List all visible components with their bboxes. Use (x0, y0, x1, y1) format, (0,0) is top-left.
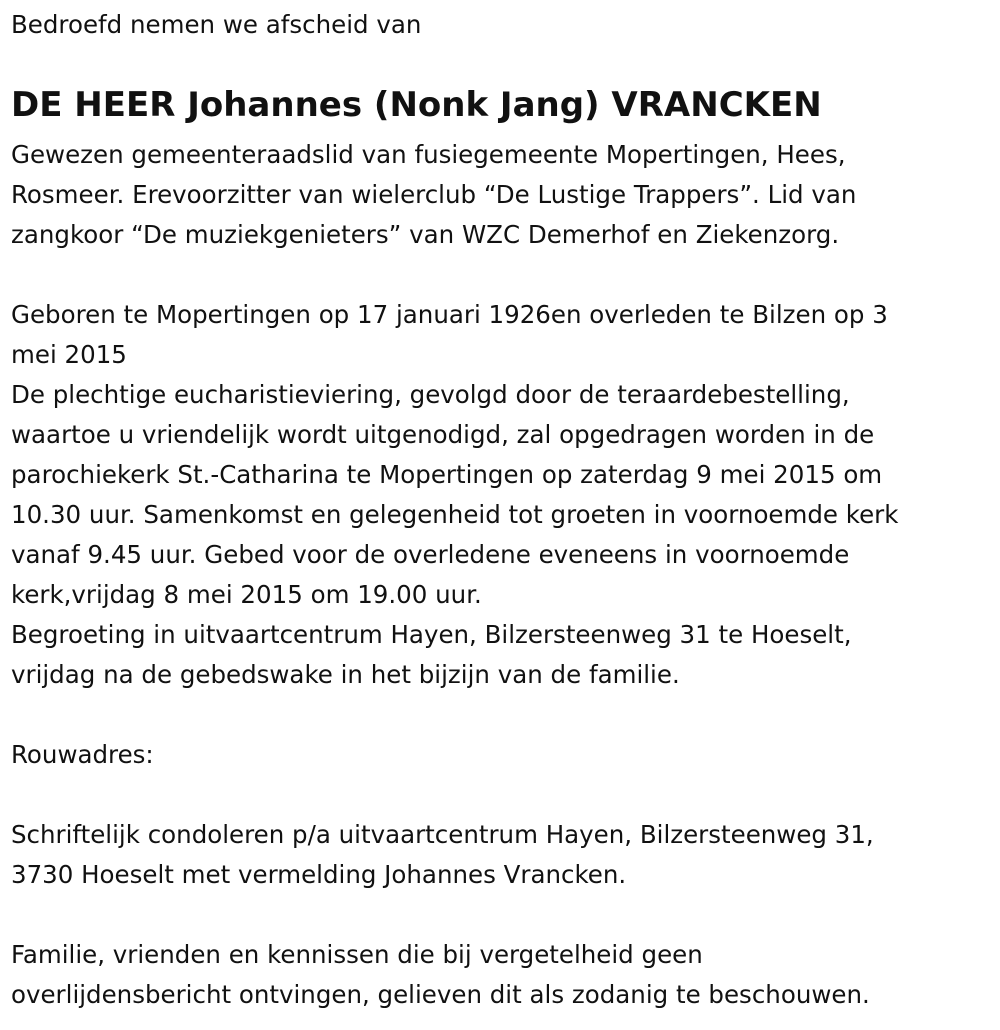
paragraph-spacer (11, 775, 996, 815)
text-line: kerk,vrijdag 8 mei 2015 om 19.00 uur. (11, 580, 482, 609)
obituary-body (11, 135, 996, 1015)
text-line: 10.30 uur. Samenkomst en gelegenheid tot groeten in voornoemde kerk (11, 500, 899, 529)
paragraph (11, 295, 996, 695)
text-line: De plechtige eucharistieviering, gevolgd door de teraardebestelling, (11, 380, 850, 409)
paragraph (11, 735, 996, 775)
text-line: zangkoor “De muziekgenieters” van WZC Demerhof en Ziekenzorg. (11, 220, 840, 249)
text-line: Schriftelijk condoleren p/a uitvaartcentrum Hayen, Bilzersteenweg 31, (11, 820, 874, 849)
text-line: Rosmeer. Erevoorzitter van wielerclub “De Lustige Trappers”. Lid van (11, 180, 857, 209)
text-line: mei 2015 (11, 340, 127, 369)
text-line: Geboren te Mopertingen op 17 januari 1926en overleden te Bilzen op 3 (11, 300, 888, 329)
text-line: parochiekerk St.-Catharina te Mopertingen op zaterdag 9 mei 2015 om (11, 460, 883, 489)
text-line: Rouwadres: (11, 740, 154, 769)
text-line: waartoe u vriendelijk wordt uitgenodigd, zal opgedragen worden in de (11, 420, 875, 449)
paragraph (11, 135, 996, 255)
obituary-document (11, 5, 996, 1015)
text-line: Familie, vrienden en kennissen die bij vergetelheid geen (11, 940, 703, 969)
paragraph-spacer (11, 255, 996, 295)
text-line: Begroeting in uitvaartcentrum Hayen, Bilzersteenweg 31 te Hoeselt, (11, 620, 852, 649)
text-line: vrijdag na de gebedswake in het bijzijn van de familie. (11, 660, 680, 689)
text-line: overlijdensbericht ontvingen, gelieven dit als zodanig te beschouwen. (11, 980, 870, 1009)
text-line: 3730 Hoeselt met vermelding Johannes Vrancken. (11, 860, 627, 889)
paragraph-spacer (11, 895, 996, 935)
intro-text: Bedroefd nemen we afscheid van (11, 10, 422, 39)
text-line: vanaf 9.45 uur. Gebed voor de overledene eveneens in voornoemde (11, 540, 850, 569)
text-line: Gewezen gemeenteraadslid van fusiegemeente Mopertingen, Hees, (11, 140, 846, 169)
deceased-name-title: DE HEER Johannes (Nonk Jang) VRANCKEN (11, 85, 822, 125)
paragraph (11, 815, 996, 895)
paragraph (11, 935, 996, 1015)
paragraph-spacer (11, 695, 996, 735)
